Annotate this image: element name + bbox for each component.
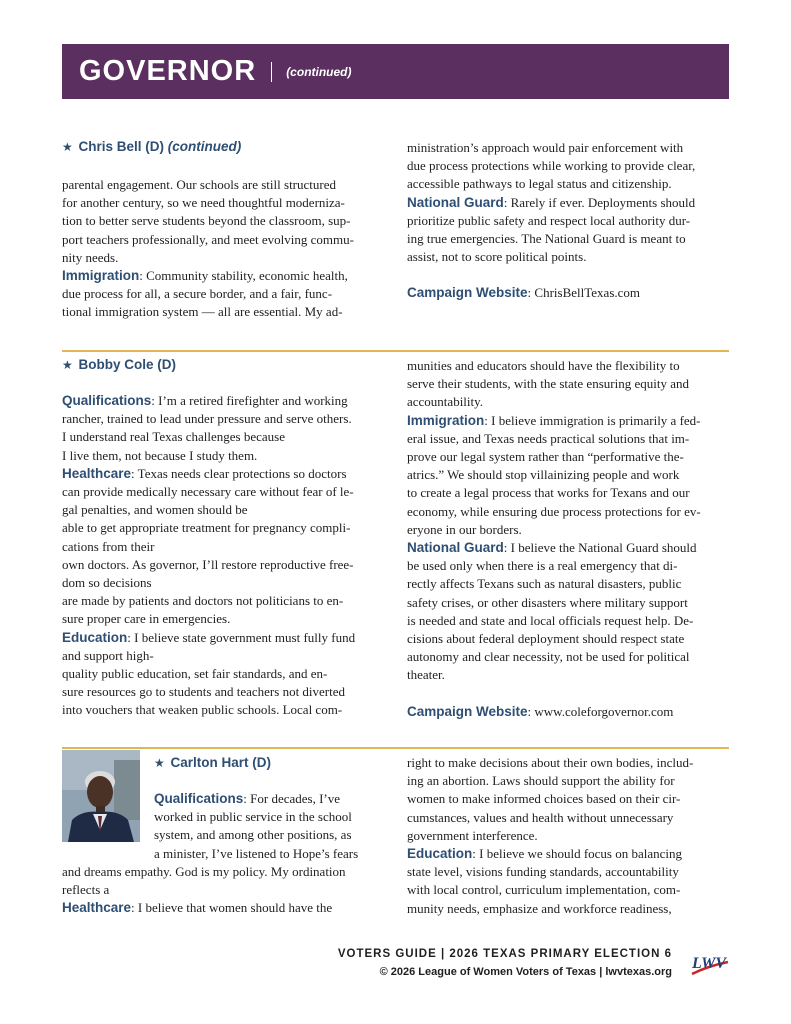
star-icon: ★: [62, 140, 73, 154]
campaign-website-link[interactable]: www.coleforgovernor.com: [534, 703, 674, 719]
bobby-cole-education: Education: I believe state government must fully fund: [62, 629, 356, 645]
qualifications-label: Qualifications: [154, 791, 244, 806]
healthcare-label: Healthcare: [62, 465, 132, 481]
chris-bell-left-column: ★ Chris Bell (D) (continued) parental engagement. Our schools are still structured for another century, so we need thoughtful moderniza- tion to better serve students beyond the classroom, sup- port teachers professionally, and meet evolving commu- nity needs. Immigration: Community stability, economic health, due process for all, a secure border, and a fair, func- tional immigration system — all are essential. My ad-: [62, 138, 382, 322]
bobby-cole-immigration: Immigration: I believe immigration is primarily a fed-: [407, 412, 701, 428]
bobby-cole-website: Campaign Website: www.coleforgovernor.com: [407, 703, 674, 719]
carlton-hart-qualifications: Qualifications: For decades, I’ve worked in public service in the school system, and among other positions, as a minister, I’ve listened to Hope’s fears: [154, 791, 359, 861]
national-guard-label: National Guard: [407, 540, 504, 556]
page-subtitle: (continued): [286, 64, 352, 79]
immigration-label: Immigration: [407, 412, 485, 428]
footer-guide-title: VOTERS GUIDE | 2026 TEXAS PRIMARY ELECTION 6: [337, 948, 672, 960]
bobby-cole-left-column: ★ Bobby Cole (D) Qualifications: I’m a retired firefighter and working rancher, trained to lead under pressure and serve others. I understand real Texas challenges because I live them, not because I study them. Healthcare: Texas needs clear protections so doctors can provide medically necessary care without fear of le- gal penalties, and women should be able to get appropriate treatment for pregnancy compli- cations from their own doctors. As governor, I’ll restore reproductive free- dom so decisions are made by patients and doctors not politicians to en- sure proper care in emergencies. Education: I believe state government must fully fund and support high- quality public education, set fair standards, and en- sure resources go to students and teachers not diverted into vouchers that weaken public schools. Local com-: [62, 356, 382, 720]
section-divider: [62, 747, 729, 749]
chris-bell-education-text: parental engagement. Our schools are still structured for another century, so we need thoughtful moderniza- tion to better serve students beyond the classroom, sup- port teachers professionally, and meet evolving commu- nity needs.: [62, 177, 354, 265]
page-title: GOVERNOR: [79, 55, 257, 87]
healthcare-label: Healthcare: [62, 900, 132, 916]
page-footer: [300, 945, 672, 981]
section-divider: [62, 350, 729, 352]
star-icon: ★: [154, 756, 165, 770]
chris-bell-website: Campaign Website: ChrisBellTexas.com: [407, 285, 641, 301]
chris-bell-right-column: ministration’s approach would pair enforcement with due process protections while working to provide clear, accessible pathways to legal status and citizenship. National Guard: Rarely if ever. Deployments should prioritize public safety and respect local authority dur- ing true emergencies. The National Guard is meant to assist, not to score political points. Campaign Website: ChrisBellTexas.com: [407, 139, 727, 303]
chris-bell-national-guard: National Guard: Rarely if ever. Deployments should: [407, 194, 696, 210]
education-label: Education: [407, 846, 473, 862]
carlton-hart-left-column: ★ Carlton Hart (D) Qualifications: For decades, I’ve worked in public service in the school system, and among other positions, as a minister, I’ve listened to Hope’s fears and dreams empathy. God is my policy. My ordination reflects a Healthcare: I believe that women should have the: [62, 754, 392, 917]
footer-copyright: © 2026 League of Women Voters of Texas | lwvtexas.org: [379, 966, 672, 978]
campaign-website-link[interactable]: ChrisBellTexas.com: [534, 285, 641, 301]
candidate-name-carlton-hart: ★ Carlton Hart (D): [154, 755, 272, 770]
svg-text:LWV: LWV: [692, 955, 727, 972]
candidate-name-bobby-cole: ★ Bobby Cole (D): [62, 357, 177, 372]
header-separator: [271, 62, 272, 82]
campaign-website-label: Campaign Website: [407, 285, 528, 301]
candidate-name-chris-bell: ★ Chris Bell (D) (continued): [62, 139, 242, 154]
bobby-cole-healthcare: Healthcare: Texas needs clear protections so doctors: [62, 465, 347, 481]
carlton-hart-healthcare: Healthcare: I believe that women should have the: [62, 900, 333, 916]
national-guard-label: National Guard: [407, 194, 504, 210]
bobby-cole-right-column: munities and educators should have the flexibility to serve their students, with the state ensuring equity and accountability. Immigration: I believe immigration is primarily a fed- eral issue, and Texas needs practical solutions that im- prove our legal system rather than “performative the- atrics.” We should stop villainizing people and work to create a legal process that works for Texans and our economy, while ensuring due process protections for ev- eryone in our borders. National Guard: I believe the National Guard should be used only when there is a real emergency that di- rectly affects Texans such as natural disasters, public safety crises, or other disasters where military support is needed and state and local officials request help. De- cisions about federal deployment should respect state autonomy and clear necessity, not be used for political theater. Campaign Website: www.coleforgovernor.com: [407, 357, 727, 721]
bobby-cole-national-guard: National Guard: I believe the National Guard should: [407, 540, 697, 556]
page-header: [62, 44, 729, 99]
chris-bell-immigration: Immigration: Community stability, economic health,: [62, 268, 348, 284]
immigration-label: Immigration: [62, 268, 140, 284]
bobby-cole-qualifications: Qualifications: I’m a retired firefighter and working: [62, 393, 348, 408]
carlton-hart-education: Education: I believe we should focus on balancing: [407, 846, 683, 862]
lwv-logo-icon: [688, 948, 730, 978]
campaign-website-label: Campaign Website: [407, 703, 528, 719]
education-label: Education: [62, 629, 128, 645]
star-icon: ★: [62, 358, 73, 372]
qualifications-label: Qualifications: [62, 393, 152, 408]
carlton-hart-right-column: right to make decisions about their own bodies, includ- ing an abortion. Laws should support the ability for women to make informed choices based on their cir- cumstances, values and health without unnecessary government interference. Education: I believe we should focus on balancing state level, visions funding standards, accountability with local control, curriculum implementation, com- munity needs, emphasize and workforce readiness,: [407, 754, 727, 918]
